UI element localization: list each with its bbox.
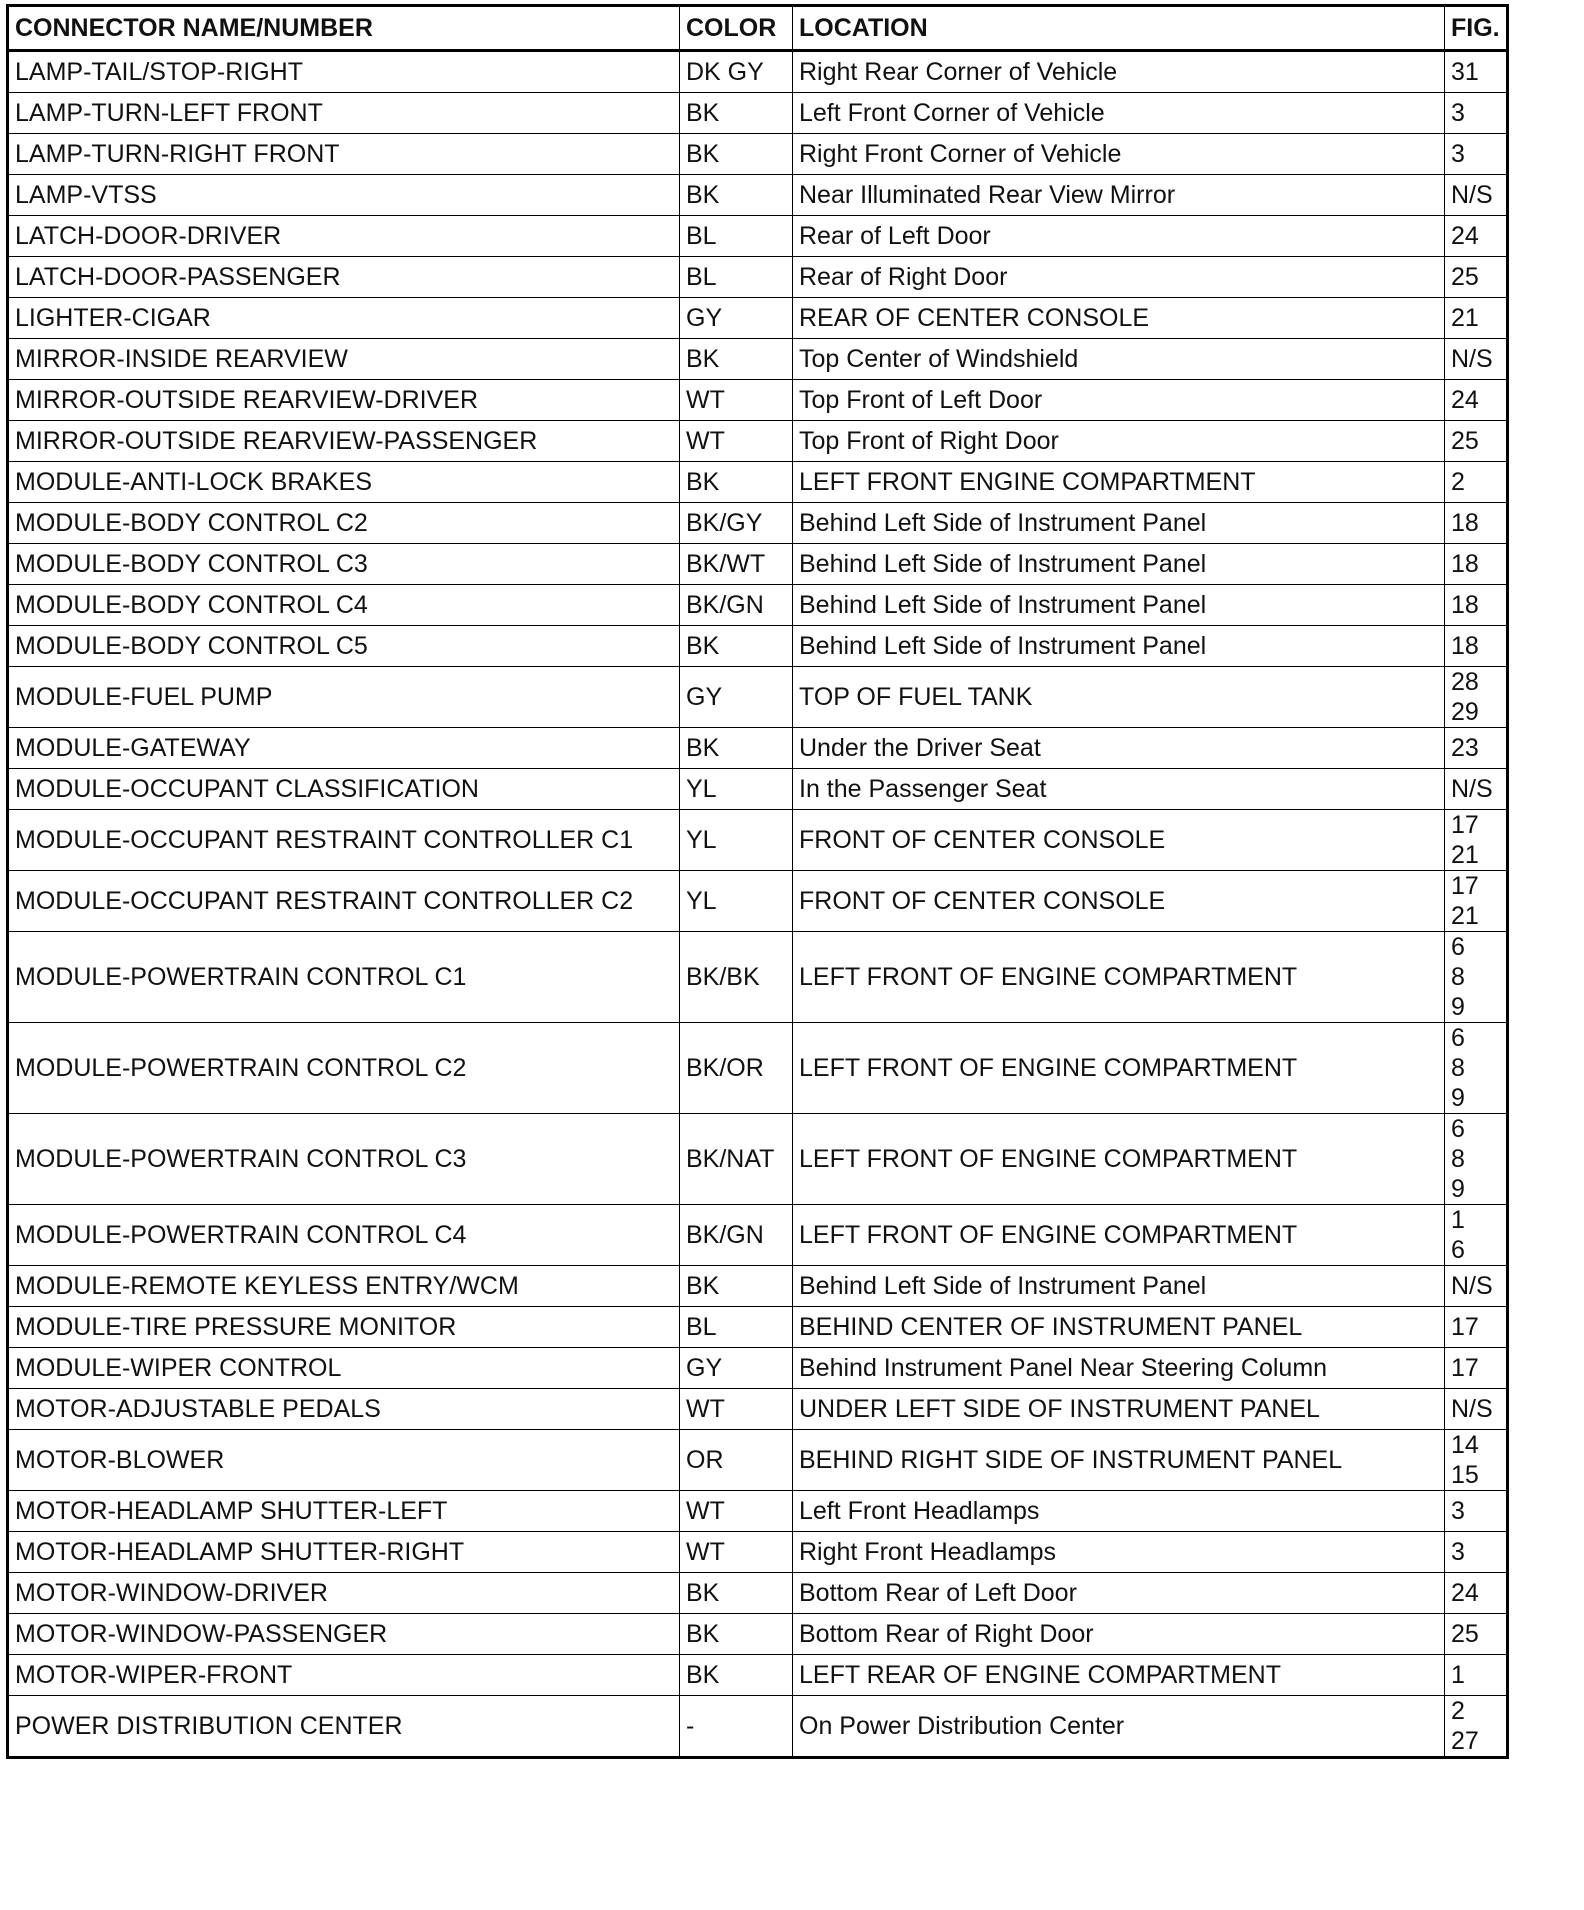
location-cell: TOP OF FUEL TANK xyxy=(793,667,1445,728)
connector-name-cell: MODULE-BODY CONTROL C4 xyxy=(8,585,680,626)
color-cell: - xyxy=(680,1696,793,1758)
location-cell: LEFT FRONT OF ENGINE COMPARTMENT xyxy=(793,1023,1445,1114)
connector-name-cell: POWER DISTRIBUTION CENTER xyxy=(8,1696,680,1758)
color-cell: BL xyxy=(680,1307,793,1348)
color-cell: YL xyxy=(680,769,793,810)
color-cell: BK xyxy=(680,728,793,769)
location-cell: LEFT FRONT OF ENGINE COMPARTMENT xyxy=(793,932,1445,1023)
location-cell: Right Rear Corner of Vehicle xyxy=(793,51,1445,93)
table-row xyxy=(8,298,1508,339)
color-cell: BK xyxy=(680,462,793,503)
table-row xyxy=(8,1655,1508,1696)
location-cell: Behind Left Side of Instrument Panel xyxy=(793,503,1445,544)
table-row xyxy=(8,93,1508,134)
connector-name-cell: MODULE-POWERTRAIN CONTROL C3 xyxy=(8,1114,680,1205)
table-row xyxy=(8,1348,1508,1389)
location-cell: BEHIND RIGHT SIDE OF INSTRUMENT PANEL xyxy=(793,1430,1445,1491)
fig-cell: 17 21 xyxy=(1445,871,1508,932)
connector-name-cell: MOTOR-ADJUSTABLE PEDALS xyxy=(8,1389,680,1430)
connector-name-cell: MOTOR-WIPER-FRONT xyxy=(8,1655,680,1696)
color-cell: BK xyxy=(680,1266,793,1307)
table-row xyxy=(8,728,1508,769)
location-cell: On Power Distribution Center xyxy=(793,1696,1445,1758)
connector-name-cell: MODULE-WIPER CONTROL xyxy=(8,1348,680,1389)
fig-cell: N/S xyxy=(1445,1389,1508,1430)
location-cell: LEFT FRONT OF ENGINE COMPARTMENT xyxy=(793,1114,1445,1205)
color-cell: BK xyxy=(680,626,793,667)
connector-name-cell: MIRROR-OUTSIDE REARVIEW-DRIVER xyxy=(8,380,680,421)
table-row xyxy=(8,421,1508,462)
connector-name-cell: MODULE-POWERTRAIN CONTROL C1 xyxy=(8,932,680,1023)
color-cell: OR xyxy=(680,1430,793,1491)
color-cell: GY xyxy=(680,1348,793,1389)
fig-cell: 28 29 xyxy=(1445,667,1508,728)
color-cell: BK/GN xyxy=(680,1205,793,1266)
table-row xyxy=(8,585,1508,626)
fig-cell: 3 xyxy=(1445,1532,1508,1573)
header-location: LOCATION xyxy=(793,6,1445,51)
location-cell: Rear of Left Door xyxy=(793,216,1445,257)
color-cell: BK xyxy=(680,1655,793,1696)
fig-cell: 6 8 9 xyxy=(1445,1114,1508,1205)
color-cell: BL xyxy=(680,257,793,298)
table-row xyxy=(8,1266,1508,1307)
fig-cell: 1 xyxy=(1445,1655,1508,1696)
connector-name-cell: MODULE-OCCUPANT CLASSIFICATION xyxy=(8,769,680,810)
color-cell: YL xyxy=(680,871,793,932)
fig-cell: 21 xyxy=(1445,298,1508,339)
fig-cell: 24 xyxy=(1445,380,1508,421)
fig-cell: N/S xyxy=(1445,1266,1508,1307)
location-cell: Under the Driver Seat xyxy=(793,728,1445,769)
table-row xyxy=(8,503,1508,544)
location-cell: REAR OF CENTER CONSOLE xyxy=(793,298,1445,339)
color-cell: WT xyxy=(680,1491,793,1532)
fig-cell: 23 xyxy=(1445,728,1508,769)
table-row xyxy=(8,769,1508,810)
connector-name-cell: MODULE-BODY CONTROL C5 xyxy=(8,626,680,667)
color-cell: BK/OR xyxy=(680,1023,793,1114)
location-cell: Left Front Corner of Vehicle xyxy=(793,93,1445,134)
connector-name-cell: LATCH-DOOR-DRIVER xyxy=(8,216,680,257)
fig-cell: 18 xyxy=(1445,626,1508,667)
location-cell: Right Front Corner of Vehicle xyxy=(793,134,1445,175)
location-cell: Behind Left Side of Instrument Panel xyxy=(793,585,1445,626)
fig-cell: 24 xyxy=(1445,216,1508,257)
connector-name-cell: LATCH-DOOR-PASSENGER xyxy=(8,257,680,298)
table-row xyxy=(8,626,1508,667)
connector-name-cell: MODULE-OCCUPANT RESTRAINT CONTROLLER C2 xyxy=(8,871,680,932)
table-row xyxy=(8,1491,1508,1532)
fig-cell: 24 xyxy=(1445,1573,1508,1614)
fig-cell: 17 xyxy=(1445,1348,1508,1389)
header-color: COLOR xyxy=(680,6,793,51)
fig-cell: 2 xyxy=(1445,462,1508,503)
connector-name-cell: MODULE-POWERTRAIN CONTROL C2 xyxy=(8,1023,680,1114)
connector-name-cell: MOTOR-WINDOW-DRIVER xyxy=(8,1573,680,1614)
color-cell: BK xyxy=(680,1573,793,1614)
fig-cell: 1 6 xyxy=(1445,1205,1508,1266)
table-row xyxy=(8,1307,1508,1348)
table-row xyxy=(8,134,1508,175)
location-cell: In the Passenger Seat xyxy=(793,769,1445,810)
table-row xyxy=(8,1389,1508,1430)
table-row xyxy=(8,1696,1508,1758)
table-row xyxy=(8,1205,1508,1266)
fig-cell: 25 xyxy=(1445,421,1508,462)
table-row xyxy=(8,1573,1508,1614)
fig-cell: N/S xyxy=(1445,769,1508,810)
connector-name-cell: MODULE-ANTI-LOCK BRAKES xyxy=(8,462,680,503)
fig-cell: 18 xyxy=(1445,585,1508,626)
table-row xyxy=(8,1114,1508,1205)
table-row xyxy=(8,216,1508,257)
table-row xyxy=(8,544,1508,585)
location-cell: FRONT OF CENTER CONSOLE xyxy=(793,810,1445,871)
color-cell: BK xyxy=(680,339,793,380)
table-row xyxy=(8,1023,1508,1114)
connector-name-cell: MODULE-BODY CONTROL C2 xyxy=(8,503,680,544)
location-cell: BEHIND CENTER OF INSTRUMENT PANEL xyxy=(793,1307,1445,1348)
connector-name-cell: MIRROR-INSIDE REARVIEW xyxy=(8,339,680,380)
fig-cell: 18 xyxy=(1445,544,1508,585)
fig-cell: 31 xyxy=(1445,51,1508,93)
color-cell: WT xyxy=(680,1532,793,1573)
color-cell: BK xyxy=(680,93,793,134)
table-row xyxy=(8,257,1508,298)
color-cell: BK xyxy=(680,1614,793,1655)
location-cell: Top Front of Right Door xyxy=(793,421,1445,462)
table-row xyxy=(8,51,1508,93)
connector-name-cell: MODULE-FUEL PUMP xyxy=(8,667,680,728)
table-row xyxy=(8,667,1508,728)
location-cell: Right Front Headlamps xyxy=(793,1532,1445,1573)
connector-name-cell: LAMP-VTSS xyxy=(8,175,680,216)
location-cell: Near Illuminated Rear View Mirror xyxy=(793,175,1445,216)
connector-name-cell: MODULE-BODY CONTROL C3 xyxy=(8,544,680,585)
table-row xyxy=(8,1430,1508,1491)
fig-cell: 18 xyxy=(1445,503,1508,544)
location-cell: UNDER LEFT SIDE OF INSTRUMENT PANEL xyxy=(793,1389,1445,1430)
fig-cell: 3 xyxy=(1445,1491,1508,1532)
header-connector-name: CONNECTOR NAME/NUMBER xyxy=(8,6,680,51)
connector-name-cell: MODULE-OCCUPANT RESTRAINT CONTROLLER C1 xyxy=(8,810,680,871)
color-cell: GY xyxy=(680,298,793,339)
color-cell: BL xyxy=(680,216,793,257)
color-cell: BK xyxy=(680,134,793,175)
header-row xyxy=(8,6,1508,51)
fig-cell: 25 xyxy=(1445,1614,1508,1655)
table-row xyxy=(8,1532,1508,1573)
location-cell: Behind Left Side of Instrument Panel xyxy=(793,544,1445,585)
table-row xyxy=(8,932,1508,1023)
color-cell: WT xyxy=(680,380,793,421)
location-cell: Bottom Rear of Left Door xyxy=(793,1573,1445,1614)
connector-name-cell: LIGHTER-CIGAR xyxy=(8,298,680,339)
location-cell: Rear of Right Door xyxy=(793,257,1445,298)
fig-cell: 25 xyxy=(1445,257,1508,298)
fig-cell: N/S xyxy=(1445,339,1508,380)
connector-name-cell: MOTOR-BLOWER xyxy=(8,1430,680,1491)
color-cell: BK/WT xyxy=(680,544,793,585)
color-cell: WT xyxy=(680,1389,793,1430)
fig-cell: N/S xyxy=(1445,175,1508,216)
connector-name-cell: MIRROR-OUTSIDE REARVIEW-PASSENGER xyxy=(8,421,680,462)
table-row xyxy=(8,462,1508,503)
fig-cell: 17 21 xyxy=(1445,810,1508,871)
connector-name-cell: LAMP-TAIL/STOP-RIGHT xyxy=(8,51,680,93)
location-cell: Bottom Rear of Right Door xyxy=(793,1614,1445,1655)
location-cell: FRONT OF CENTER CONSOLE xyxy=(793,871,1445,932)
fig-cell: 17 xyxy=(1445,1307,1508,1348)
fig-cell: 3 xyxy=(1445,134,1508,175)
fig-cell: 14 15 xyxy=(1445,1430,1508,1491)
connector-name-cell: MODULE-POWERTRAIN CONTROL C4 xyxy=(8,1205,680,1266)
table-row xyxy=(8,810,1508,871)
color-cell: BK/BK xyxy=(680,932,793,1023)
connector-name-cell: MOTOR-HEADLAMP SHUTTER-RIGHT xyxy=(8,1532,680,1573)
location-cell: LEFT FRONT ENGINE COMPARTMENT xyxy=(793,462,1445,503)
color-cell: YL xyxy=(680,810,793,871)
color-cell: DK GY xyxy=(680,51,793,93)
connector-table xyxy=(6,4,1509,1759)
location-cell: Top Center of Windshield xyxy=(793,339,1445,380)
connector-name-cell: MOTOR-HEADLAMP SHUTTER-LEFT xyxy=(8,1491,680,1532)
location-cell: Behind Left Side of Instrument Panel xyxy=(793,1266,1445,1307)
table-row xyxy=(8,380,1508,421)
color-cell: BK/NAT xyxy=(680,1114,793,1205)
color-cell: BK/GN xyxy=(680,585,793,626)
connector-name-cell: MOTOR-WINDOW-PASSENGER xyxy=(8,1614,680,1655)
fig-cell: 6 8 9 xyxy=(1445,932,1508,1023)
header-fig: FIG. xyxy=(1445,6,1508,51)
location-cell: Behind Instrument Panel Near Steering Column xyxy=(793,1348,1445,1389)
table-row xyxy=(8,1614,1508,1655)
connector-name-cell: MODULE-GATEWAY xyxy=(8,728,680,769)
table-row xyxy=(8,175,1508,216)
fig-cell: 6 8 9 xyxy=(1445,1023,1508,1114)
color-cell: BK xyxy=(680,175,793,216)
color-cell: GY xyxy=(680,667,793,728)
connector-name-cell: MODULE-TIRE PRESSURE MONITOR xyxy=(8,1307,680,1348)
color-cell: BK/GY xyxy=(680,503,793,544)
location-cell: Behind Left Side of Instrument Panel xyxy=(793,626,1445,667)
connector-name-cell: LAMP-TURN-RIGHT FRONT xyxy=(8,134,680,175)
location-cell: Left Front Headlamps xyxy=(793,1491,1445,1532)
location-cell: LEFT REAR OF ENGINE COMPARTMENT xyxy=(793,1655,1445,1696)
location-cell: Top Front of Left Door xyxy=(793,380,1445,421)
fig-cell: 2 27 xyxy=(1445,1696,1508,1758)
table-row xyxy=(8,871,1508,932)
table-row xyxy=(8,339,1508,380)
connector-name-cell: LAMP-TURN-LEFT FRONT xyxy=(8,93,680,134)
color-cell: WT xyxy=(680,421,793,462)
location-cell: LEFT FRONT OF ENGINE COMPARTMENT xyxy=(793,1205,1445,1266)
connector-name-cell: MODULE-REMOTE KEYLESS ENTRY/WCM xyxy=(8,1266,680,1307)
fig-cell: 3 xyxy=(1445,93,1508,134)
